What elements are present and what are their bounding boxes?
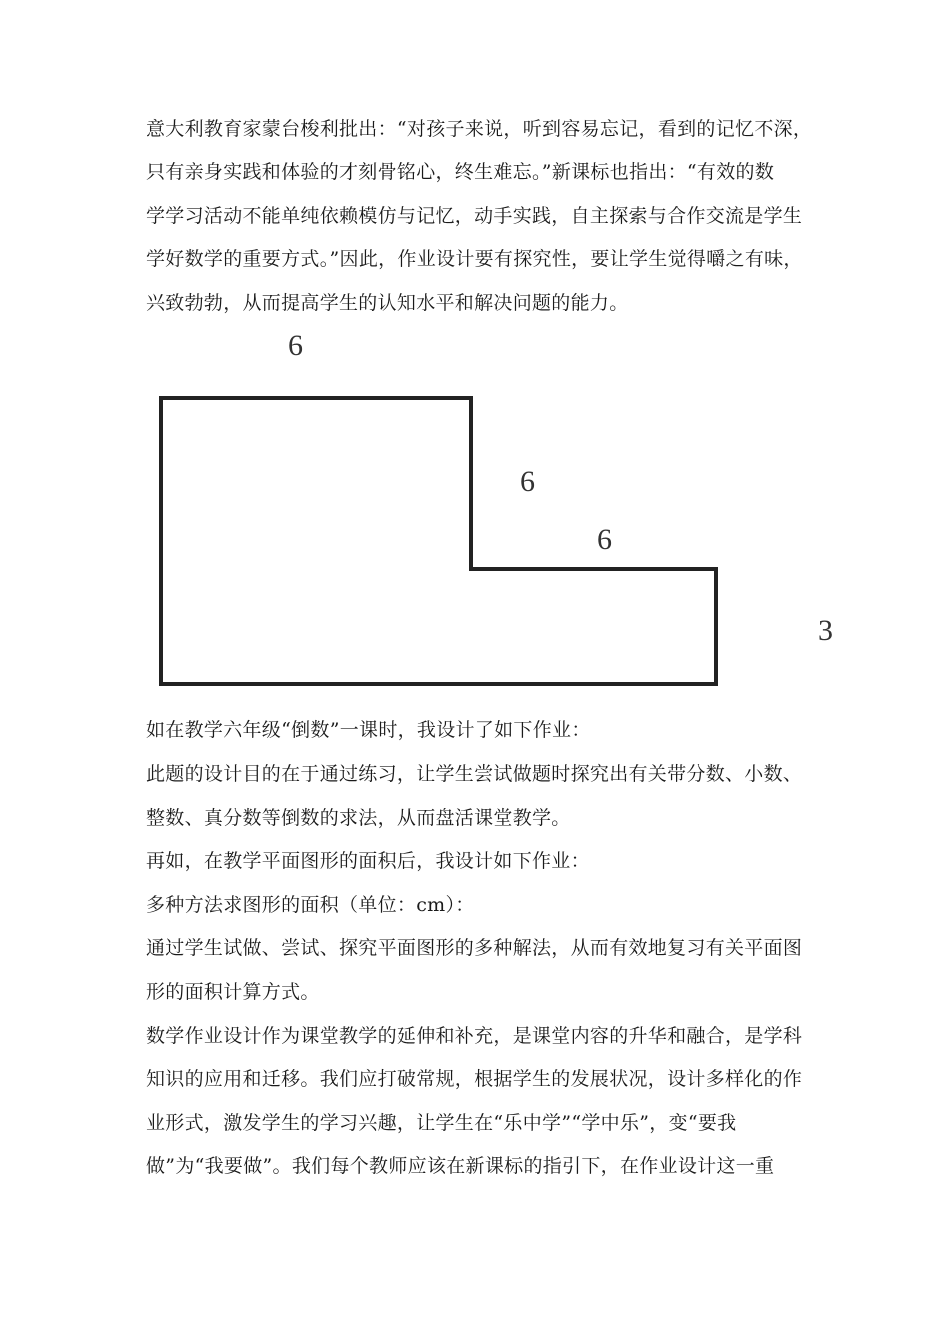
text-line: 做”为“我要做”。我们每个教师应该在新课标的指引下，在作业设计这一重: [146, 1155, 775, 1177]
text-line: 整数、真分数等倒数的求法，从而盘活课堂教学。: [146, 807, 571, 829]
dimension-label-top-width: 6: [288, 329, 303, 362]
text-line: 再如，在教学平面图形的面积后，我设计如下作业：: [146, 850, 590, 872]
text-line: 学好数学的重要方式。”因此，作业设计要有探究性，要让学生觉得嚼之有味，: [146, 248, 803, 270]
l-shape-outline: [161, 398, 716, 684]
dimension-label-step-height: 6: [520, 465, 535, 498]
text-line: 兴致勃勃，从而提高学生的认知水平和解决问题的能力。: [146, 292, 629, 314]
dimension-label-right-height: 3: [818, 614, 833, 647]
text-line: 业形式，激发学生的学习兴趣，让学生在“乐中学”“学中乐”，变“要我: [146, 1112, 737, 1134]
text-line: 数学作业设计作为课堂教学的延伸和补充，是课堂内容的升华和融合，是学科: [146, 1025, 803, 1047]
text-line: 多种方法求图形的面积（单位：cm）：: [146, 894, 475, 916]
text-line: 形的面积计算方式。: [146, 981, 320, 1003]
text-line: 如在教学六年级“倒数”一课时，我设计了如下作业：: [146, 719, 591, 741]
text-line: 只有亲身实践和体验的才刻骨铭心，终生难忘。”新课标也指出：“有效的数: [146, 161, 775, 183]
text-line: 此题的设计目的在于通过练习，让学生尝试做题时探究出有关带分数、小数、: [146, 763, 803, 785]
text-line: 意大利教育家蒙台梭利批出：“对孩子来说，听到容易忘记，看到的记忆不深，: [146, 118, 813, 140]
text-line: 通过学生试做、尝试、探究平面图形的多种解法，从而有效地复习有关平面图: [146, 937, 803, 959]
dimension-label-step-width: 6: [597, 523, 612, 556]
text-line: 知识的应用和迁移。我们应打破常规，根据学生的发展状况，设计多样化的作: [146, 1068, 803, 1090]
text-line: 学学习活动不能单纯依赖模仿与记忆，动手实践，自主探索与合作交流是学生: [146, 205, 803, 227]
